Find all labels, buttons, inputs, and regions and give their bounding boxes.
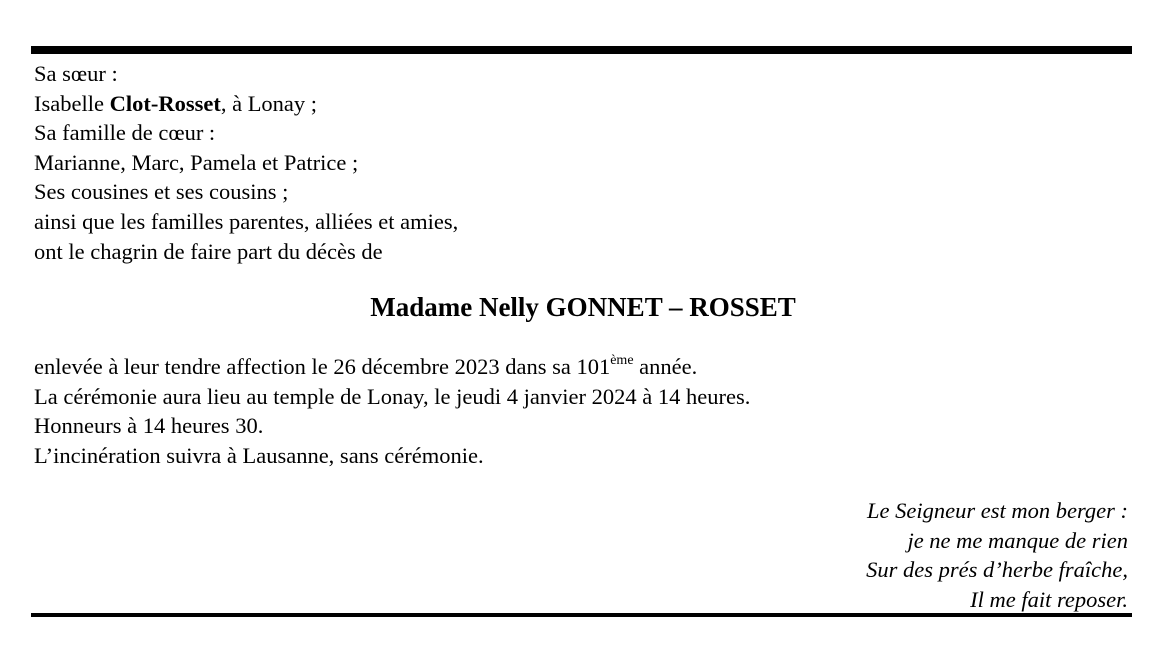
ordinal-suffix: ème [610,352,634,368]
details-line-death [34,352,750,382]
family-line-relatives: ainsi que les familles parentes, alliées et amies, [34,208,459,234]
psalm-verse [866,496,1128,614]
details-line-cremation: L’incinération suivra à Lausanne, sans cérémonie. [34,442,484,468]
sister-surname: Clot-Rosset [109,90,221,116]
family-line-heart-family-heading: Sa famille de cœur : [34,120,216,146]
ceremony-details [34,352,750,470]
family-line-sister-name [34,89,458,119]
bottom-border-rule [31,613,1132,617]
year-word: année. [633,354,698,379]
verse-line-3: Sur des prés d’herbe fraîche, [866,557,1128,583]
top-border-rule [31,46,1132,54]
details-line-honours: Honneurs à 14 heures 30. [34,413,264,439]
sister-location: , à Lonay ; [220,90,318,116]
verse-line-2: je ne me manque de rien [907,527,1128,553]
verse-line-4: Il me fait reposer. [970,586,1128,612]
death-date-text: enlevée à leur tendre affection le 26 décembre 2023 dans sa 101 [34,354,611,379]
family-line-announcement: ont le chagrin de faire part du décès de [34,238,383,264]
sister-first-name: Isabelle [34,90,110,116]
family-line-cousins: Ses cousines et ses cousins ; [34,179,289,205]
verse-line-1: Le Seigneur est mon berger : [867,498,1128,523]
details-line-ceremony: La cérémonie aura lieu au temple de Lonay, le jeudi 4 janvier 2024 à 14 heures. [34,383,751,409]
family-line-heart-family-names: Marianne, Marc, Pamela et Patrice ; [34,149,359,175]
family-line-sister-heading: Sa sœur : [34,61,118,86]
deceased-name-heading: Madame Nelly GONNET – ROSSET [370,292,796,322]
family-announcement [34,59,458,266]
